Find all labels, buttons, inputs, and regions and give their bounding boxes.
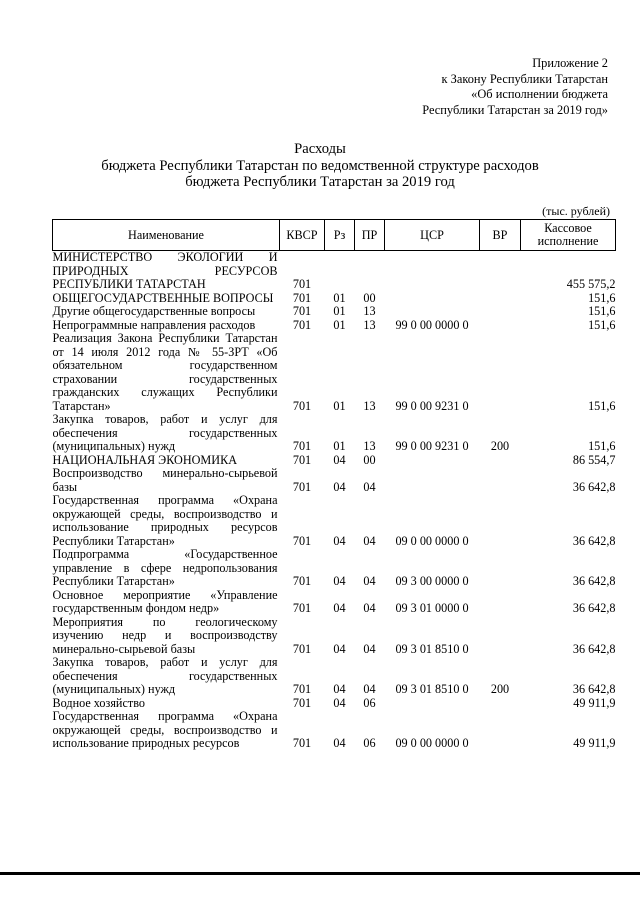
cell-pr: 04 [363, 533, 376, 548]
cell-kvsr: 701 [292, 317, 312, 332]
cell-pr: 04 [363, 601, 376, 615]
document-title [0, 141, 640, 191]
cell-vr [480, 494, 521, 548]
cell-pr: 04 [363, 682, 376, 696]
cell-pr: 13 [363, 439, 376, 453]
cell-kvsr: 701 [292, 682, 312, 696]
appendix-line-1: Приложение 2 [532, 56, 608, 70]
table-row [53, 292, 616, 306]
table-row [53, 548, 616, 589]
cell-pr: 13 [363, 398, 376, 413]
cell-rz: 04 [333, 574, 346, 588]
cell-pr: 04 [363, 479, 376, 494]
cell-kvsr: 701 [292, 533, 312, 548]
cell-vr [480, 305, 521, 319]
table-row [53, 697, 616, 711]
appendix-line-2: к Закону Республики Татарстан [441, 71, 608, 86]
table-body [53, 251, 616, 751]
cell-rz: 01 [333, 439, 346, 453]
cell-pr: 04 [363, 641, 376, 656]
cell-pr: 00 [363, 290, 376, 305]
header-name: Наименование [53, 220, 280, 251]
cell-amount: 49 911,9 [573, 695, 616, 710]
cell-rz: 04 [333, 601, 346, 615]
expenditure-table [52, 219, 616, 751]
table-row [53, 332, 616, 413]
appendix-reference [422, 56, 608, 118]
table-row [53, 413, 616, 454]
cell-kvsr: 701 [292, 398, 312, 413]
cell-name: Реализация Закона Республики Татарстан от 14 июля 2012 года № 55-ЗРТ «Об обязательном государственном страховании государственных гражданских служащих Республики Татарстан» [52, 331, 278, 413]
cell-vr: 200 [490, 439, 510, 453]
cell-rz [325, 251, 355, 292]
cell-kvsr: 701 [292, 574, 312, 588]
cell-amount: 36 642,8 [572, 574, 616, 588]
table-row [53, 251, 616, 292]
table-header-row [53, 220, 616, 251]
cell-csr [385, 292, 480, 306]
cell-kvsr: 701 [292, 452, 312, 467]
header-rz: Рз [325, 220, 355, 251]
cell-csr: 99 0 00 9231 0 [395, 439, 469, 453]
cell-name: Непрограммные направления расходов [52, 317, 256, 332]
cell-kvsr: 701 [292, 277, 312, 291]
cell-name: Основное мероприятие «Управление государственным фондом недр» [52, 587, 278, 615]
scan-edge-line [0, 872, 640, 875]
cell-name: Мероприятия по геологическому изучению недр и воспроизводству минерально-сырьевой базы [52, 614, 278, 656]
cell-vr [480, 710, 521, 751]
cell-vr [480, 467, 521, 494]
cell-csr: 09 3 00 0000 0 [395, 574, 469, 588]
cell-kvsr: 701 [292, 601, 312, 615]
header-csr: ЦСР [385, 220, 480, 251]
cell-csr [385, 467, 480, 494]
cell-rz: 04 [333, 695, 346, 710]
title-line-3: бюджета Республики Татарстан за 2019 год [185, 174, 455, 190]
cell-pr: 00 [363, 452, 376, 467]
cell-pr [355, 251, 385, 292]
cell-name: Государственная программа «Охрана окружающей среды, воспроизводство и использование природных ресурсов [52, 709, 278, 750]
units-label: (тыс. рублей) [542, 204, 610, 218]
cell-vr [480, 454, 521, 468]
cell-name: Государственная программа «Охрана окружающей среды, воспроизводство и использование природных ресурсов Республики Татарстан» [52, 493, 278, 548]
cell-name: Воспроизводство минерально-сырьевой базы [52, 466, 278, 494]
cell-amount: 86 554,7 [572, 452, 616, 467]
cell-name: Подпрограмма «Государственное управление в сфере недропользования Республики Татарстан» [52, 547, 278, 588]
cell-csr [385, 697, 480, 711]
cell-csr: 09 3 01 8510 0 [395, 682, 469, 696]
cell-rz: 01 [333, 398, 346, 413]
title-line-1: Расходы [294, 141, 346, 157]
header-amount: Кассовое исполнение [521, 220, 616, 251]
cell-name: МИНИСТЕРСТВО ЭКОЛОГИИ И ПРИРОДНЫХ РЕСУРСОВ РЕСПУБЛИКИ ТАТАРСТАН [52, 250, 278, 291]
cell-name: Другие общегосударственные вопросы [52, 304, 256, 318]
header-pr: ПР [355, 220, 385, 251]
table-row [53, 656, 616, 697]
cell-rz: 04 [333, 533, 346, 548]
cell-csr [385, 305, 480, 319]
cell-rz: 04 [333, 479, 346, 494]
cell-pr: 13 [363, 304, 376, 318]
cell-csr: 09 3 01 0000 0 [395, 601, 469, 615]
appendix-line-3: «Об исполнении бюджета [471, 87, 608, 101]
cell-amount: 49 911,9 [573, 736, 616, 750]
cell-rz: 04 [333, 452, 346, 467]
cell-vr [480, 548, 521, 589]
cell-kvsr: 701 [292, 641, 312, 656]
cell-kvsr: 701 [292, 439, 312, 453]
cell-vr: 200 [490, 682, 510, 696]
cell-kvsr: 701 [292, 304, 312, 318]
cell-amount: 151,6 [588, 290, 616, 305]
cell-kvsr: 701 [292, 479, 312, 494]
cell-name: Закупка товаров, работ и услуг для обеспечения государственных (муниципальных) нужд [52, 655, 278, 696]
cell-amount: 151,6 [588, 317, 616, 332]
cell-vr [480, 697, 521, 711]
cell-rz: 01 [333, 317, 346, 332]
cell-kvsr: 701 [292, 290, 312, 305]
cell-name: Закупка товаров, работ и услуг для обеспечения государственных (муниципальных) нужд [52, 412, 278, 453]
cell-name: Водное хозяйство [52, 695, 145, 710]
cell-csr: 09 0 00 0000 0 [395, 533, 469, 548]
cell-csr: 99 0 00 9231 0 [395, 398, 469, 413]
cell-amount: 36 642,8 [572, 682, 616, 696]
cell-amount: 36 642,8 [572, 641, 616, 656]
cell-vr [480, 332, 521, 413]
table-row [53, 616, 616, 657]
cell-pr: 06 [363, 736, 376, 750]
cell-vr [480, 616, 521, 657]
cell-amount: 151,6 [588, 439, 616, 453]
cell-name: ОБЩЕГОСУДАРСТВЕННЫЕ ВОПРОСЫ [52, 290, 274, 305]
cell-amount: 455 575,2 [566, 277, 616, 291]
cell-csr [385, 251, 480, 292]
cell-amount: 36 642,8 [572, 533, 616, 548]
cell-pr: 06 [363, 695, 376, 710]
table-row [53, 454, 616, 468]
cell-rz: 04 [333, 736, 346, 750]
cell-csr [385, 454, 480, 468]
table-row [53, 305, 616, 319]
cell-kvsr: 701 [292, 695, 312, 710]
cell-amount: 36 642,8 [572, 479, 616, 494]
table-row [53, 589, 616, 616]
cell-vr [480, 251, 521, 292]
cell-rz: 01 [333, 304, 346, 318]
title-line-2: бюджета Республики Татарстан по ведомственной структуре расходов [101, 157, 539, 174]
cell-amount: 151,6 [588, 304, 616, 318]
cell-pr: 13 [363, 317, 376, 332]
cell-amount: 36 642,8 [572, 601, 616, 615]
cell-rz: 01 [333, 290, 346, 305]
cell-rz: 04 [333, 682, 346, 696]
cell-vr [480, 292, 521, 306]
cell-kvsr: 701 [292, 736, 312, 750]
cell-csr: 99 0 00 0000 0 [395, 317, 469, 332]
cell-csr: 09 0 00 0000 0 [395, 736, 469, 750]
header-vr: ВР [480, 220, 521, 251]
header-kvsr: КВСР [280, 220, 325, 251]
cell-rz: 04 [333, 641, 346, 656]
table-row [53, 319, 616, 333]
cell-amount: 151,6 [588, 398, 616, 413]
table-row [53, 494, 616, 548]
cell-vr [480, 319, 521, 333]
table-row [53, 467, 616, 494]
appendix-line-4: Республики Татарстан за 2019 год» [422, 102, 608, 117]
cell-name: НАЦИОНАЛЬНАЯ ЭКОНОМИКА [52, 452, 237, 467]
cell-vr [480, 589, 521, 616]
cell-pr: 04 [363, 574, 376, 588]
cell-csr: 09 3 01 8510 0 [395, 641, 469, 656]
table-row [53, 710, 616, 751]
